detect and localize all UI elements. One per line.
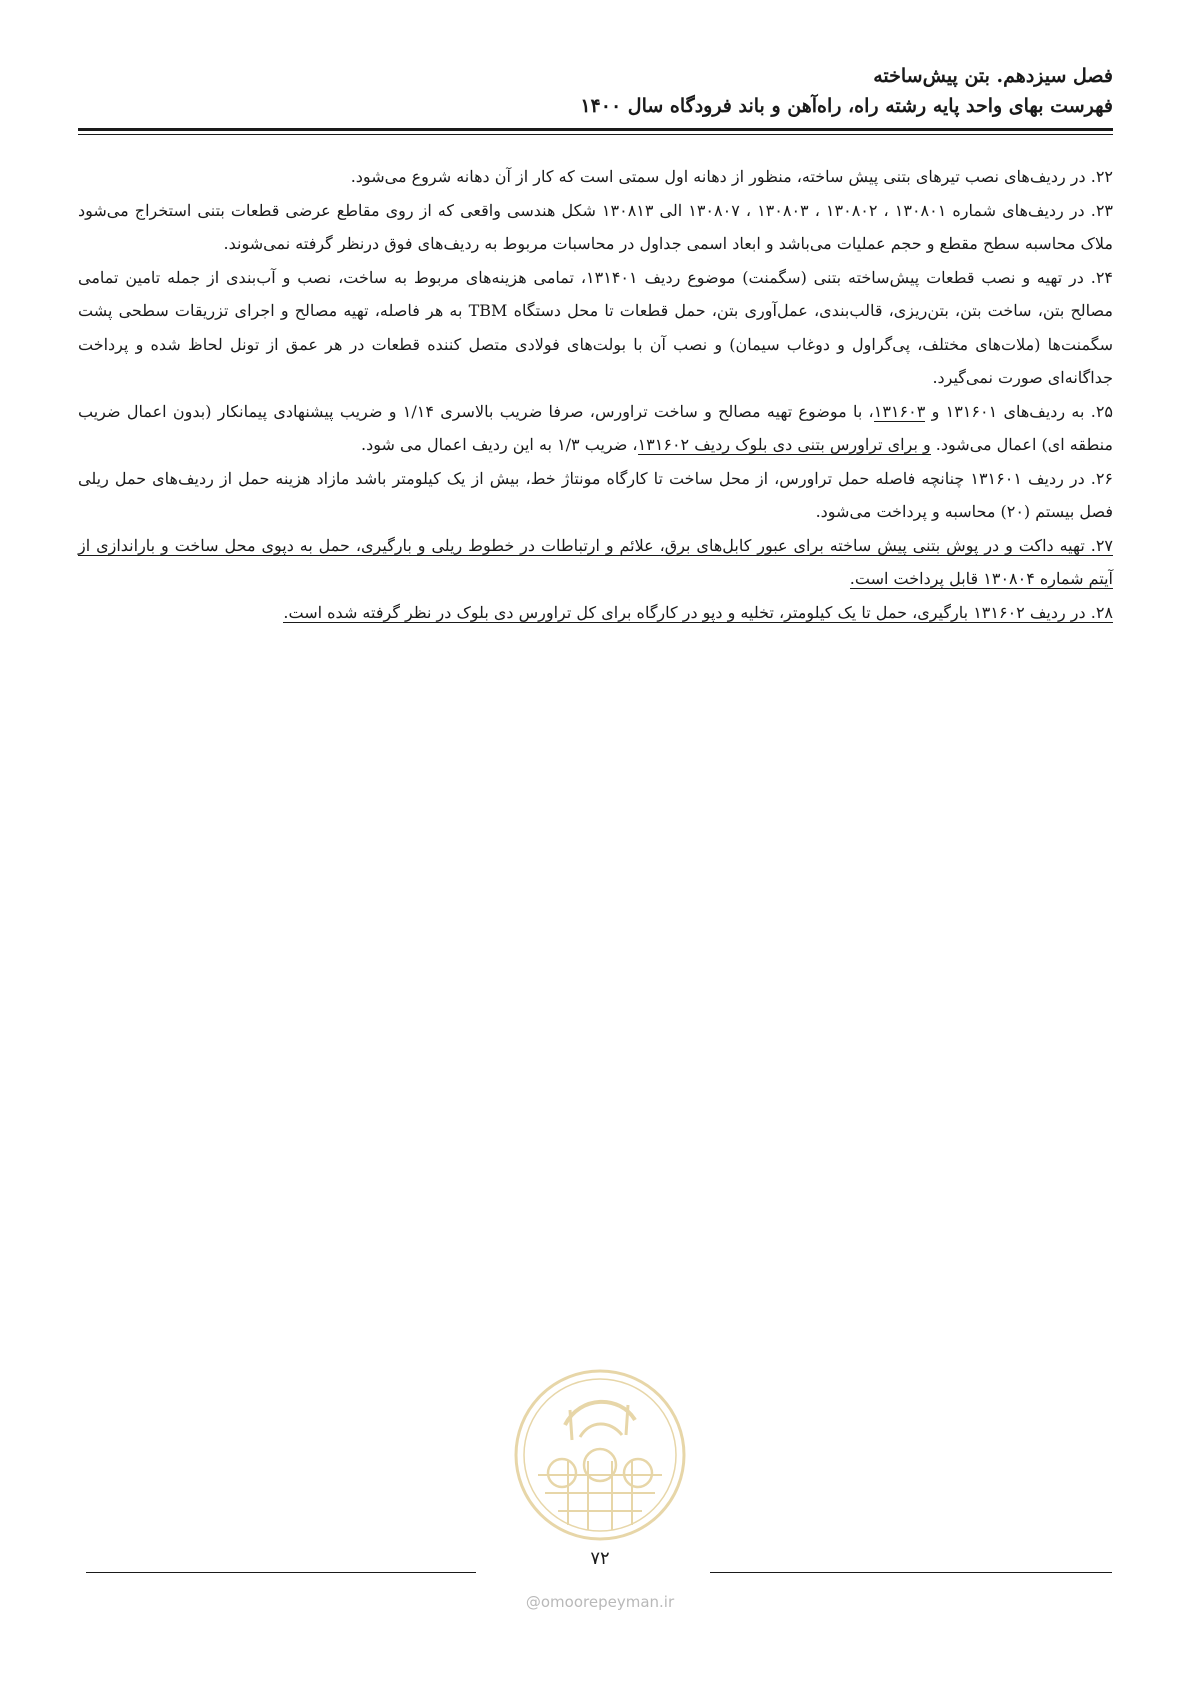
website-watermark: @omoorepeyman.ir — [525, 1593, 675, 1611]
note-25-part-a: ۲۵. به ردیف‌های ۱۳۱۶۰۱ و — [925, 401, 1114, 421]
note-25-underlined-clause: و برای تراورس بتنی دی بلوک ردیف ۱۳۱۶۰۲ — [637, 435, 931, 454]
note-24: ۲۴. در تهیه و نصب قطعات پیش‌ساخته بتنی (سگمنت) موضوع ردیف ۱۳۱۴۰۱، تمامی هزینه‌های مربوط به ساخت، نصب و آب‌بندی از جمله تامین تمامی مصالح بتن، ساخت بتن، بتن‌ریزی، قالب‌بندی، عمل‌آوری بتن، حمل قطعات تا محل دستگاه TBM به هر فاصله، تهیه مصالح و اجرای تزریقات سطحی پشت سگمنت‌ها (ملات‌های مختلف، پی‌گراول و دوغاب سیمان) و نصب آن با بولت‌های فولادی متصل کننده قطعات در هر عمق از تونل لحاظ شده و پرداخت جداگانه‌ای صورت نمی‌گیرد. — [78, 267, 1114, 387]
note-25 — [78, 395, 1113, 462]
note-25-part-e: ، ضریب ۱/۳ به این ردیف اعمال می شود. — [361, 435, 638, 454]
note-22: ۲۲. در ردیف‌های نصب تیرهای بتنی پیش ساخته، منظور از دهانه اول سمتی است که کار از آن دهانه شروع می‌شود. — [350, 167, 1113, 186]
note-25-part-c: ، با موضوع تهیه مصالح و ساخت تراورس، صرفا ضریب بالاسری ۱/۱۴ و ضریب پیشنهادی پیمانکار (بدون اعمال ضریب منطقه ای) اعمال می‌شود. — [78, 401, 1113, 454]
footer-rule-right — [710, 1572, 1112, 1573]
chapter-title: فصل سیزدهم. بتن پیش‌ساخته — [873, 65, 1113, 87]
footer-rule-left — [86, 1572, 476, 1573]
header-rule-thin — [78, 134, 1113, 135]
note-25-underlined-item: ۱۳۱۶۰۳ — [873, 401, 926, 421]
note-28 — [78, 596, 1113, 630]
page-number: ۷۲ — [590, 1548, 610, 1569]
notes-body — [78, 160, 1113, 629]
document-subtitle: فهرست بهای واحد پایه رشته راه، راه‌آهن و باند فرودگاه سال ۱۴۰۰ — [580, 95, 1113, 117]
omoorepeyman-seal-icon — [510, 1365, 690, 1545]
note-27 — [78, 529, 1113, 596]
header-rule-thick — [78, 128, 1113, 131]
note-23: ۲۳. در ردیف‌های شماره ۱۳۰۸۰۱ ، ۱۳۰۸۰۲ ، ۱۳۰۸۰۳ ، ۱۳۰۸۰۷ الی ۱۳۰۸۱۳ شکل هندسی واقعی که از روی مقاطع عرضی قطعات بتنی استخراج می‌شود ملاک محاسبه سطح مقطع و حجم عملیات می‌باشد و ابعاد اسمی جداول در محاسبات مربوط به ردیف‌های فوق درنظر گرفته نمی‌شوند. — [78, 200, 1114, 253]
page-header — [78, 62, 1113, 122]
note-28-text: ۲۸. در ردیف ۱۳۱۶۰۲ بارگیری، حمل تا یک کیلومتر، تخلیه و دپو در کارگاه برای کل تراورس دی بلوک در نظر گرفته شده است. — [283, 602, 1113, 622]
watermark-logo — [510, 1365, 690, 1545]
note-26: ۲۶. در ردیف ۱۳۱۶۰۱ چنانچه فاصله حمل تراورس، از محل ساخت تا کارگاه مونتاژ خط، بیش از یک کیلومتر باشد مازاد هزینه حمل از ردیف‌های حمل ریلی فصل بیستم (۲۰) محاسبه و پرداخت می‌شود. — [78, 468, 1114, 521]
note-27-text: ۲۷. تهیه داکت و در پوش بتنی پیش ساخته برای عبور کابل‌های برق، علائم و ارتباطات در خطوط ریلی و بارگیری، حمل به دپوی محل ساخت و باراندازی از آیتم شماره ۱۳۰۸۰۴ قابل پرداخت است. — [78, 535, 1114, 588]
